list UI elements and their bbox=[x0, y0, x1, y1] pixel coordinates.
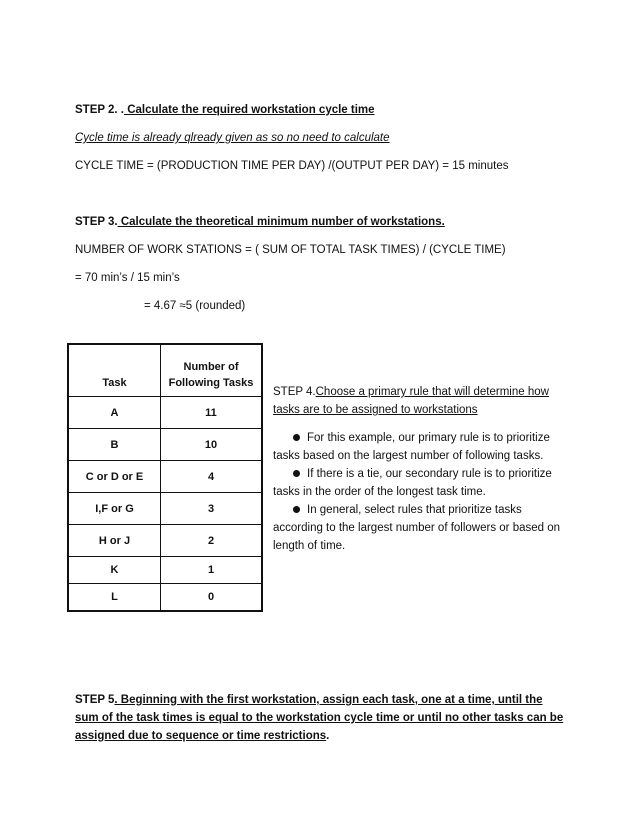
step4-bullet-2 bbox=[273, 465, 573, 501]
followers-cell: 2 bbox=[161, 525, 263, 557]
task-cell: B bbox=[68, 429, 161, 461]
step5-suffix: . bbox=[326, 730, 330, 742]
step2-formula: CYCLE TIME = (PRODUCTION TIME PER DAY) /(OUTPUT PER DAY) = 15 minutes bbox=[75, 160, 509, 172]
followers-cell: 11 bbox=[161, 397, 263, 429]
step4-heading-line1 bbox=[273, 383, 573, 401]
step4-bullet-1 bbox=[273, 429, 573, 465]
table-row bbox=[68, 429, 262, 461]
table-row bbox=[68, 493, 262, 525]
bullet-icon bbox=[293, 470, 300, 477]
step5-heading bbox=[75, 691, 565, 745]
bullet2-line2: tasks in the order of the longest task time. bbox=[273, 486, 486, 498]
step3-prefix: STEP 3. bbox=[75, 216, 118, 228]
table-row bbox=[68, 461, 262, 493]
step4-bullet-3 bbox=[273, 501, 573, 555]
header-following-tasks bbox=[161, 344, 263, 397]
step3-line3: = 4.67 ≈5 (rounded) bbox=[144, 300, 246, 312]
step4-prefix: STEP 4. bbox=[273, 386, 316, 398]
task-cell: K bbox=[68, 557, 161, 584]
bullet3-line3: length of time. bbox=[273, 540, 346, 552]
step2-heading bbox=[75, 104, 375, 116]
followers-cell: 4 bbox=[161, 461, 263, 493]
bullet3-line1: In general, select rules that prioritize tasks bbox=[307, 504, 522, 516]
table-row bbox=[68, 584, 262, 612]
followers-cell: 10 bbox=[161, 429, 263, 461]
step2-note: Cycle time is already qlready given as so no need to calculate bbox=[75, 132, 390, 144]
table-row bbox=[68, 557, 262, 584]
task-cell: A bbox=[68, 397, 161, 429]
followers-cell: 3 bbox=[161, 493, 263, 525]
followers-cell: 0 bbox=[161, 584, 263, 612]
step4-section bbox=[273, 383, 573, 555]
followers-cell: 1 bbox=[161, 557, 263, 584]
step3-line2: = 70 min’s / 15 min’s bbox=[75, 272, 180, 284]
step4-title-line1: Choose a primary rule that will determine how bbox=[315, 386, 549, 398]
bullet1-line1: For this example, our primary rule is to prioritize bbox=[307, 432, 550, 444]
step4-title-line2: tasks are to be assigned to workstations bbox=[273, 404, 478, 416]
bullet2-line1: If there is a tie, our secondary rule is to prioritize bbox=[307, 468, 552, 480]
step3-heading bbox=[75, 216, 445, 228]
bullet-icon bbox=[293, 434, 300, 441]
step3-title: Calculate the theoretical minimum number of workstations. bbox=[117, 216, 445, 228]
table-row bbox=[68, 525, 262, 557]
table-row bbox=[68, 397, 262, 429]
header-task: Task bbox=[68, 344, 161, 397]
header-following-tasks-label: Number of Following Tasks bbox=[168, 361, 254, 389]
step2-title: Calculate the required workstation cycle time bbox=[124, 104, 375, 116]
task-followers-table bbox=[67, 343, 263, 612]
table-header-row bbox=[68, 344, 262, 397]
bullet1-line2: tasks based on the largest number of following tasks. bbox=[273, 450, 544, 462]
bullet3-line2: according to the largest number of followers or based on bbox=[273, 522, 561, 534]
task-cell: L bbox=[68, 584, 161, 612]
bullet-icon bbox=[293, 506, 300, 513]
task-cell: C or D or E bbox=[68, 461, 161, 493]
task-cell: I,F or G bbox=[68, 493, 161, 525]
step3-formula: NUMBER OF WORK STATIONS = ( SUM OF TOTAL TASK TIMES) / (CYCLE TIME) bbox=[75, 244, 506, 256]
step5-title: . Beginning with the first workstation, assign each task, one at a time, until the sum of the task times is equal to the workstation cycle time or until no other tasks can be assigned due to sequence or time restrictions bbox=[75, 694, 564, 742]
step2-prefix: STEP 2. . bbox=[75, 104, 125, 116]
task-cell: H or J bbox=[68, 525, 161, 557]
step5-prefix: STEP 5 bbox=[75, 694, 115, 706]
